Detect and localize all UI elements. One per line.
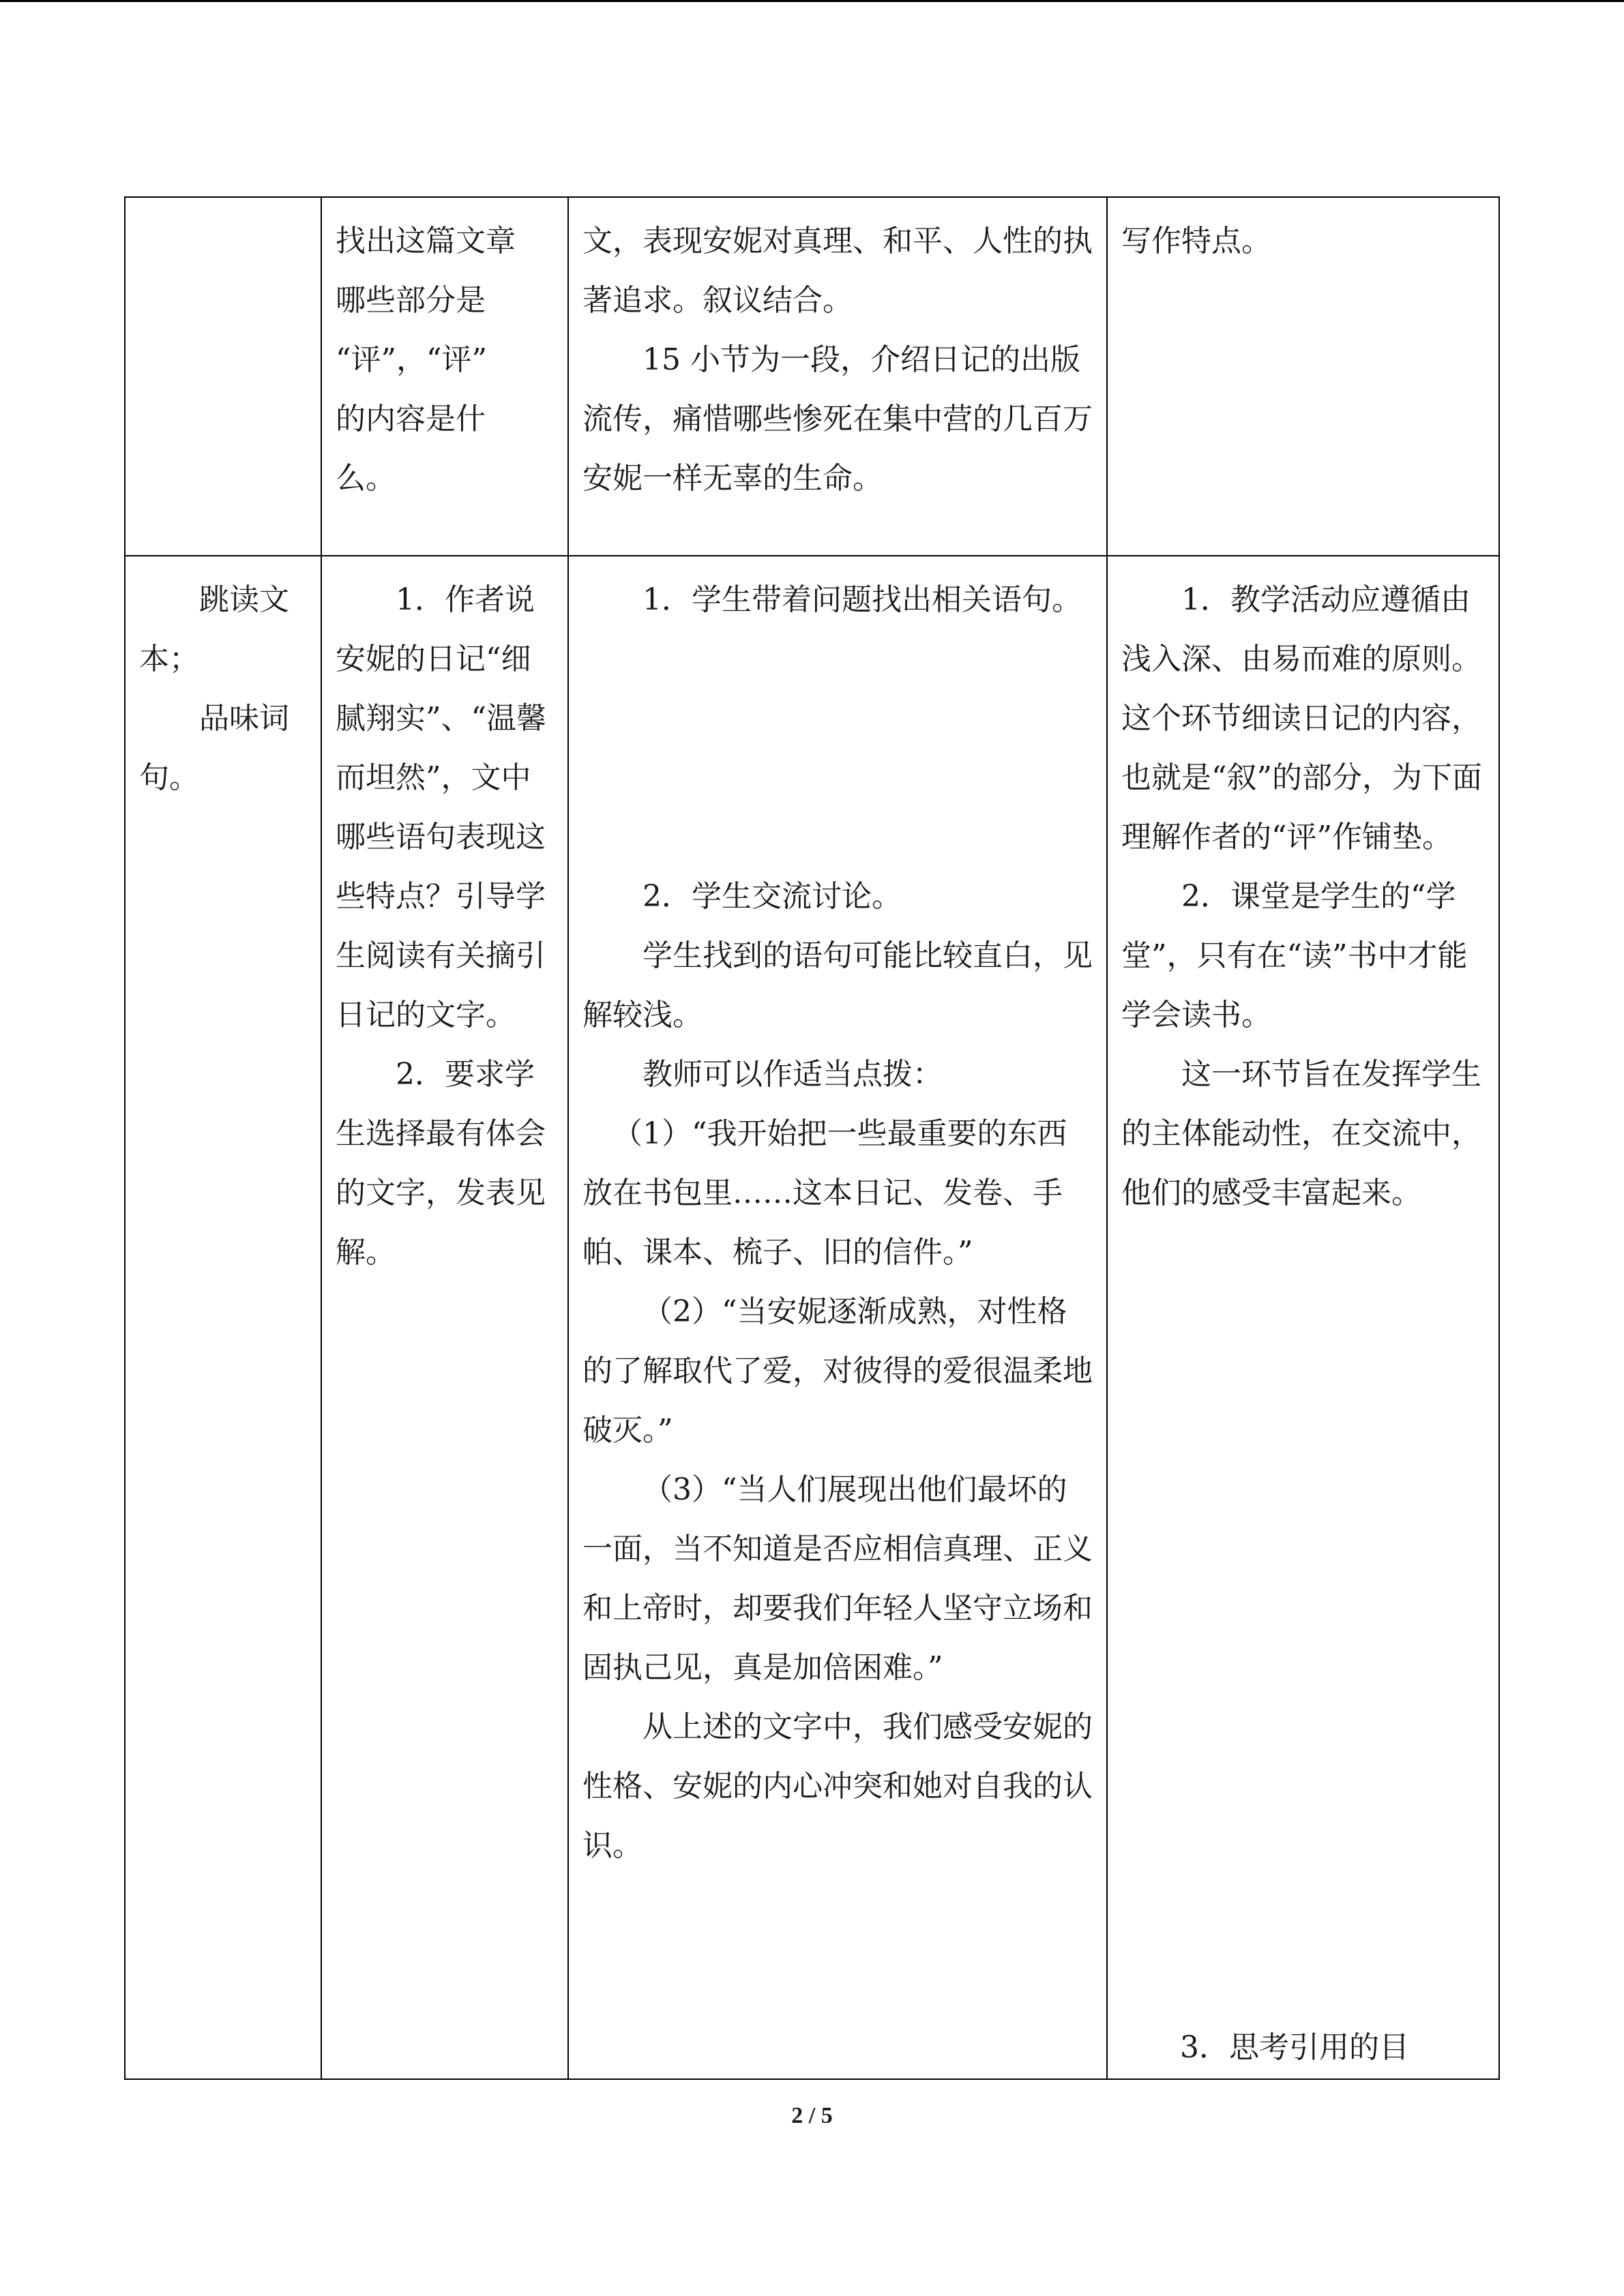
cell-design-intent (1107, 556, 1499, 2079)
paragraph: 学生找到的语句可能比较直白，见解较浅。 (582, 938, 1093, 1032)
page-number: 2 / 5 (791, 2103, 833, 2128)
paragraph: 2．课堂是学生的“学堂”，只有在“读”书中才能学会读书。 (1121, 879, 1468, 1032)
text-line: “评”，“评” (336, 342, 487, 377)
text-line: 哪些部分是 (336, 283, 486, 318)
paragraph: （2）“当安妮逐渐成熟，对性格的了解取代了爱，对彼得的爱很温柔地破灭。” (582, 1294, 1093, 1448)
paragraph: 写作特点。 (1121, 224, 1271, 258)
cell-step (125, 556, 321, 2079)
paragraph: 2．学生交流讨论。 (643, 879, 902, 914)
table-row (125, 197, 1499, 556)
paragraph: （1）“我开始把一些最重要的东西放在书包里……这本日记、发卷、手帕、课本、梳子、旧的信件。” (582, 1116, 1067, 1270)
paragraph: 从上述的文字中，我们感受安妮的性格、安妮的内心冲突和她对自我的认识。 (582, 1710, 1093, 1863)
paragraph: 跳读文本； (139, 582, 289, 676)
table-row (125, 556, 1499, 2079)
paragraph: 教师可以作适当点拨： (643, 1057, 943, 1092)
paragraph: 1．教学活动应遵循由浅入深、由易而难的原则。这个环节细读日记的内容，也就是“叙”的部分，为下面理解作者的“评”作铺垫。 (1121, 582, 1482, 854)
cell-design-intent (1107, 197, 1499, 556)
paragraph: 文，表现安妮对真理、和平、人性的执著追求。叙议结合。 (582, 224, 1093, 318)
paragraph: 3．思考引用的目 (1180, 2030, 1409, 2065)
text-line: 么。 (336, 461, 396, 496)
top-border-line (0, 0, 1624, 2)
paragraph: 品味词句。 (139, 701, 289, 795)
paragraph: 15 小节为一段，介绍日记的出版流传，痛惜哪些惨死在集中营的几百万安妮一样无辜的生命。 (582, 342, 1093, 496)
lesson-plan-table (124, 196, 1500, 2080)
cell-student-activity (568, 556, 1107, 2079)
text-line: 的内容是什 (336, 402, 486, 436)
cell-teacher-activity (321, 556, 568, 2079)
paragraph: （3）“当人们展现出他们最坏的一面，当不知道是否应相信真理、正义和上帝时，却要我们年轻人坚守立场和固执己见，真是加倍困难。” (582, 1472, 1093, 1685)
text-line: 找出这篇文章 (336, 224, 516, 258)
paragraph: 1．学生带着问题找出相关语句。 (643, 582, 1082, 617)
paragraph: 这一环节旨在发挥学生的主体能动性，在交流中，他们的感受丰富起来。 (1121, 1057, 1481, 1210)
cell-step (125, 197, 321, 556)
cell-teacher-activity (321, 197, 568, 556)
paragraph: 1．作者说安妮的日记“细腻翔实”、“温馨而坦然”，文中哪些语句表现这些特点？引导学生阅读有关摘引日记的文字。 (336, 582, 546, 1032)
cell-student-activity (568, 197, 1107, 556)
paragraph: 2．要求学生选择最有体会的文字，发表见解。 (336, 1057, 546, 1270)
